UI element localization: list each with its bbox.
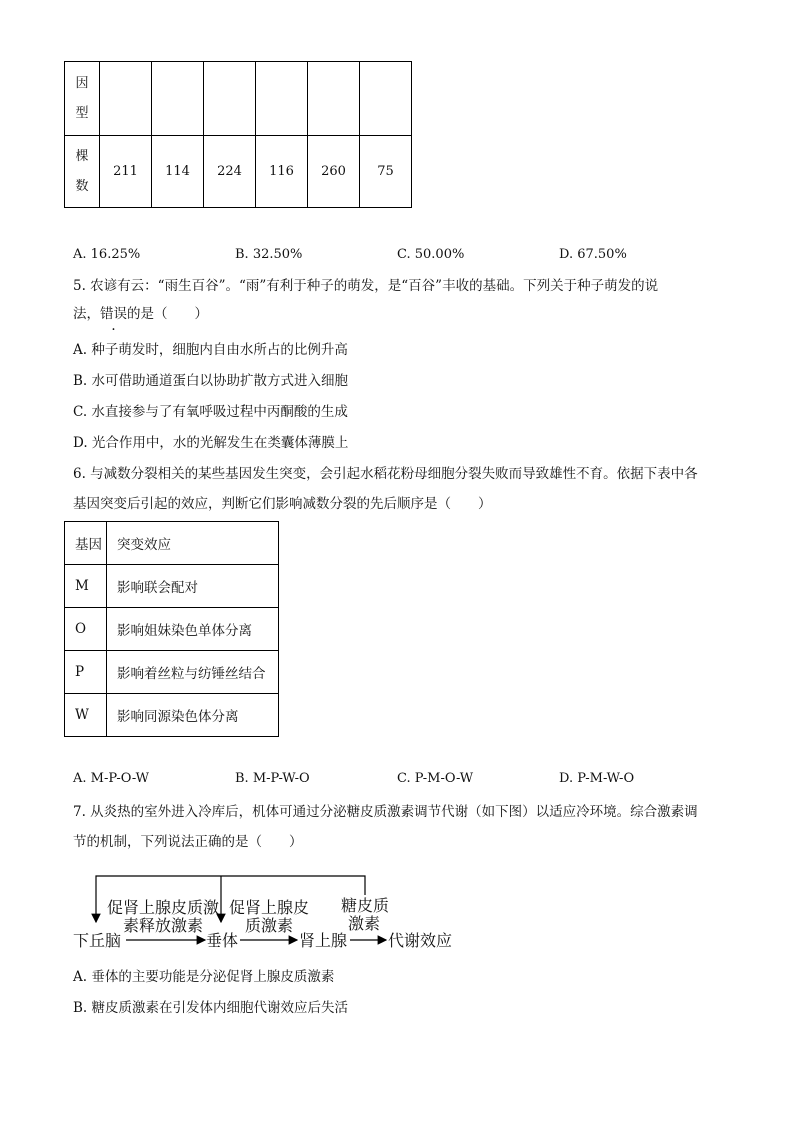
gene-cell: P bbox=[65, 651, 107, 694]
stem-text: 的是（ ） bbox=[127, 306, 208, 322]
node-hypothalamus: 下丘脑 bbox=[73, 931, 122, 950]
row-label-char: 型 bbox=[75, 105, 89, 121]
label-crh-line1: 促肾上腺皮质激 bbox=[107, 898, 220, 917]
row-label-char: 数 bbox=[75, 178, 89, 194]
gene-cell: W bbox=[65, 694, 107, 737]
table-row bbox=[65, 608, 279, 651]
label-gc-line2: 激素 bbox=[348, 914, 381, 933]
question-6-stem-line2: 基因突变后引起的效应，判断它们影响减数分裂的先后顺序是（ ） bbox=[73, 496, 492, 512]
option-d: D. 67.50% bbox=[559, 247, 627, 262]
option-b: B. 水可借助通道蛋白以协助扩散方式进入细胞 bbox=[73, 373, 349, 389]
label-crh-line2: 素释放激素 bbox=[123, 916, 204, 935]
question-6-stem-line1: 6. 与减数分裂相关的某些基因发生突变，会引起水稻花粉母细胞分裂失败而导致雄性不育。依据下表中各 bbox=[73, 466, 698, 482]
gene-mutation-table bbox=[64, 521, 279, 737]
table-row bbox=[65, 62, 412, 136]
node-adrenal: 肾上腺 bbox=[299, 931, 348, 950]
count-cell: 211 bbox=[100, 136, 152, 208]
row-label-count bbox=[65, 136, 100, 208]
option-c: C. 50.00% bbox=[397, 247, 465, 262]
header-effect: 突变效应 bbox=[107, 522, 279, 565]
emphasis-text: 错误 bbox=[100, 306, 127, 322]
count-cell: 116 bbox=[256, 136, 308, 208]
option-a: A. M-P-O-W bbox=[73, 771, 149, 786]
option-b: B. M-P-W-O bbox=[235, 771, 310, 786]
stem-text: 法， bbox=[73, 306, 100, 322]
table-cell bbox=[308, 62, 360, 136]
node-pituitary: 垂体 bbox=[206, 931, 239, 950]
table-row bbox=[65, 136, 412, 208]
option-a: A. 16.25% bbox=[73, 247, 141, 262]
question-7-stem-line2: 节的机制，下列说法正确的是（ ） bbox=[73, 834, 303, 850]
table-row bbox=[65, 694, 279, 737]
gene-cell: M bbox=[65, 565, 107, 608]
table-cell bbox=[100, 62, 152, 136]
option-c: C. P-M-O-W bbox=[397, 771, 474, 786]
table-cell bbox=[360, 62, 412, 136]
count-cell: 260 bbox=[308, 136, 360, 208]
label-acth-line1: 促肾上腺皮 bbox=[229, 898, 310, 917]
feedback-line bbox=[96, 876, 365, 922]
option-c: C. 水直接参与了有氧呼吸过程中丙酮酸的生成 bbox=[73, 404, 348, 420]
question-7-stem-line1: 7. 从炎热的室外进入冷库后，机体可通过分泌糖皮质激素调节代谢（如下图）以适应冷环境。综合激素调 bbox=[73, 804, 698, 820]
node-metabolic-effect: 代谢效应 bbox=[388, 931, 453, 950]
option-a: A. 垂体的主要功能是分泌促肾上腺皮质激素 bbox=[73, 969, 335, 985]
option-b: B. 糖皮质激素在引发体内细胞代谢效应后失活 bbox=[73, 1000, 349, 1016]
row-label-genotype bbox=[65, 62, 100, 136]
genotype-count-table bbox=[64, 61, 412, 208]
question-5-stem-line2 bbox=[73, 304, 208, 324]
effect-cell: 影响着丝粒与纺锤丝结合 bbox=[107, 651, 279, 694]
row-label-char: 棵 bbox=[75, 148, 89, 164]
table-cell bbox=[256, 62, 308, 136]
question-5-stem-line1: 5. 农谚有云：“雨生百谷”。“雨”有利于种子的萌发，是“百谷”丰收的基础。下列关于种子萌发的说 bbox=[73, 278, 659, 294]
option-a: A. 种子萌发时，细胞内自由水所占的比例升高 bbox=[73, 342, 348, 358]
option-b: B. 32.50% bbox=[235, 247, 303, 262]
option-d: D. P-M-W-O bbox=[559, 771, 635, 786]
gene-cell: O bbox=[65, 608, 107, 651]
table-header-row bbox=[65, 522, 279, 565]
count-cell: 114 bbox=[152, 136, 204, 208]
count-cell: 224 bbox=[204, 136, 256, 208]
header-gene: 基因 bbox=[65, 522, 107, 565]
count-cell: 75 bbox=[360, 136, 412, 208]
table-row bbox=[65, 651, 279, 694]
effect-cell: 影响同源染色体分离 bbox=[107, 694, 279, 737]
effect-cell: 影响联会配对 bbox=[107, 565, 279, 608]
table-cell bbox=[204, 62, 256, 136]
row-label-char: 因 bbox=[75, 75, 89, 91]
option-d: D. 光合作用中，水的光解发生在类囊体薄膜上 bbox=[73, 435, 349, 451]
effect-cell: 影响姐妹染色单体分离 bbox=[107, 608, 279, 651]
table-cell bbox=[152, 62, 204, 136]
label-gc-line1: 糖皮质 bbox=[341, 896, 390, 915]
label-acth-line2: 质激素 bbox=[245, 916, 294, 935]
table-row bbox=[65, 565, 279, 608]
